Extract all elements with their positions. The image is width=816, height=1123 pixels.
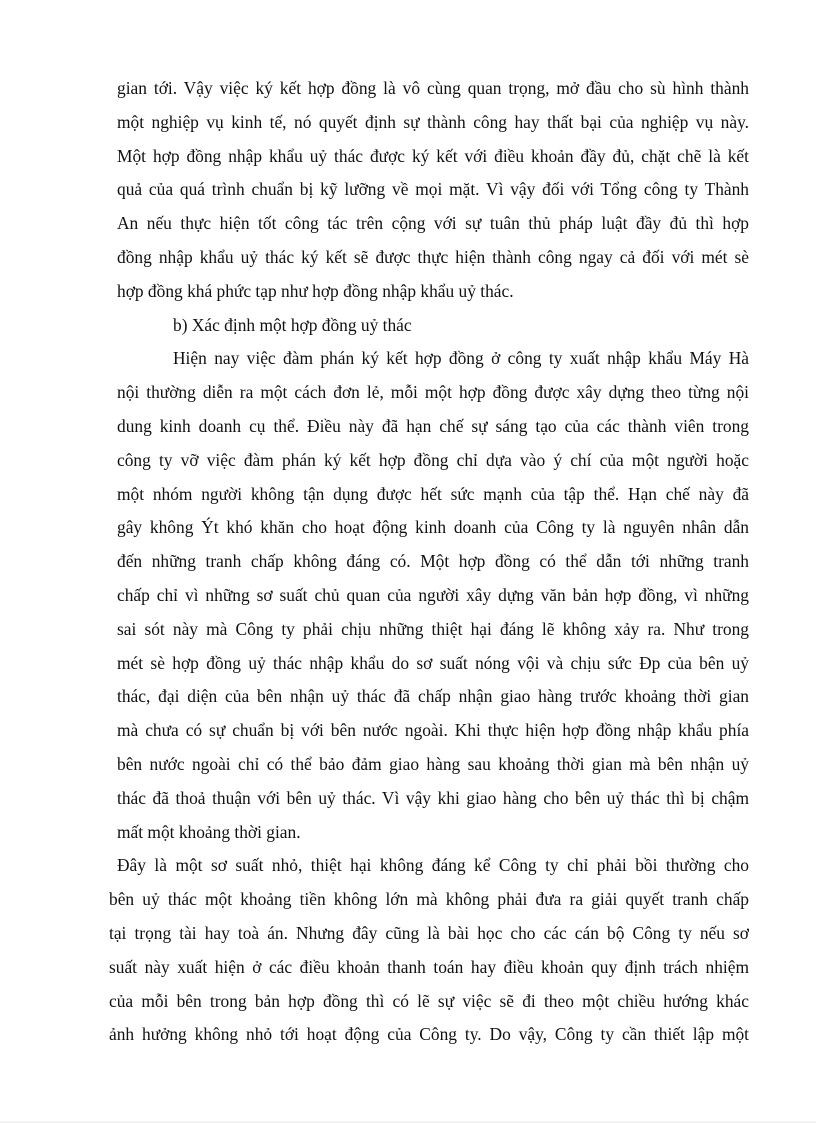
- text-line: sai sót này mà Công ty phải chịu những thiệt hại đáng lẽ không xảy ra. Như trong: [117, 618, 749, 639]
- text-line: Một hợp đồng nhập khẩu uỷ thác được ký kết với điều khoản đầy đủ, chặt chẽ là kết: [117, 145, 749, 166]
- text-line: một nhóm người không tận dụng được hết sức mạnh của tập thể. Hạn chế này đã: [117, 483, 749, 504]
- text-line: hợp đồng khá phức tạp như hợp đồng nhập khẩu uỷ thác.: [117, 280, 514, 301]
- text-line: bên nước ngoài chỉ có thể bảo đảm giao hàng sau khoảng thời gian mà bên nhận uỷ: [117, 753, 749, 774]
- text-line: mất một khoảng thời gian.: [117, 821, 301, 842]
- text-line: của mỗi bên trong bản hợp đồng thì có lẽ sự việc sẽ đi theo một chiều hướng khác: [109, 990, 749, 1011]
- paragraph-intro: [117, 72, 749, 309]
- text-line: Đây là một sơ suất nhỏ, thiệt hại không đáng kể Công ty chỉ phải bồi thường cho: [117, 855, 749, 876]
- text-line: quả của quá trình chuẩn bị kỹ lưỡng về mọi mặt. Vì vậy đối với Tổng công ty Thành: [117, 179, 749, 200]
- text-line: nội thường diễn ra một cách đơn lẻ, mỗi một hợp đồng được xây dựng theo từng nội: [117, 382, 749, 403]
- text-line: Hiện nay việc đàm phán ký kết hợp đồng ở công ty xuất nhập khẩu Máy Hà: [173, 348, 749, 369]
- text-line: thác, đại diện của bên nhận uỷ thác đã chấp nhận giao hàng trước khoảng thời gian: [117, 686, 749, 707]
- text-line: gian tới. Vậy việc ký kết hợp đồng là vô cùng quan trọng, mở đầu cho sù hình thành: [117, 78, 749, 98]
- text-line: mà chưa có sự chuẩn bị với bên nước ngoài. Khi thực hiện hợp đồng nhập khẩu phía: [117, 720, 749, 741]
- text-line: tại trọng tài hay toà án. Nhưng đây cũng là bài học cho các cán bộ Công ty nếu sơ: [109, 922, 749, 943]
- text-line: chấp chỉ vì những sơ suất chủ quan của người xây dựng văn bản hợp đồng, vì những: [117, 584, 749, 605]
- text-line: đến những tranh chấp không đáng có. Một hợp đồng có thể dẫn tới những tranh: [117, 551, 749, 572]
- text-line: suất này xuất hiện ở các điều khoản thanh toán hay điều khoản quy định trách nhiệm: [109, 956, 749, 977]
- text-line: An nếu thực hiện tốt công tác trên cộng với sự tuân thủ pháp luật đầy đủ thì hợp: [117, 213, 749, 234]
- text-line: công ty vỡ việc đàm phán ký kết hợp đồng chỉ dựa vào ý chí của một người hoặc: [117, 449, 749, 470]
- text-line: gây không Ýt khó khăn cho hoạt động kinh doanh của Công ty là nguyên nhân dẫn: [117, 517, 749, 538]
- text-line: đồng nhập khẩu uỷ thác ký kết sẽ được thực hiện thành công ngay cả đối với mét sè: [117, 246, 749, 267]
- paragraph-body: [117, 342, 749, 849]
- text-line: bên uỷ thác một khoảng tiền không lớn mà không phải đưa ra giải quyết tranh chấp: [109, 889, 749, 910]
- text-line: ảnh hưởng không nhỏ tới hoạt động của Công ty. Do vậy, Công ty cần thiết lập một: [109, 1024, 749, 1045]
- text-line: một nghiệp vụ kinh tế, nó quyết định sự thành công hay thất bại của nghiệp vụ này.: [117, 111, 749, 132]
- text-line: dung kinh doanh cụ thể. Điều này đã hạn chế sự sáng tạo của các thành viên trong: [117, 415, 749, 436]
- paragraph-conclusion: [109, 849, 749, 1052]
- document-body: [109, 72, 749, 1052]
- text-line: thác đã thoả thuận với bên uỷ thác. Vì vậy khi giao hàng cho bên uỷ thác thì bị chậm: [117, 787, 749, 808]
- text-line: mét sè hợp đồng uỷ thác nhập khẩu do sơ suất nóng vội và chịu sức Ðp của bên uỷ: [117, 652, 749, 673]
- section-heading: b) Xác định một hợp đồng uỷ thác: [173, 314, 412, 335]
